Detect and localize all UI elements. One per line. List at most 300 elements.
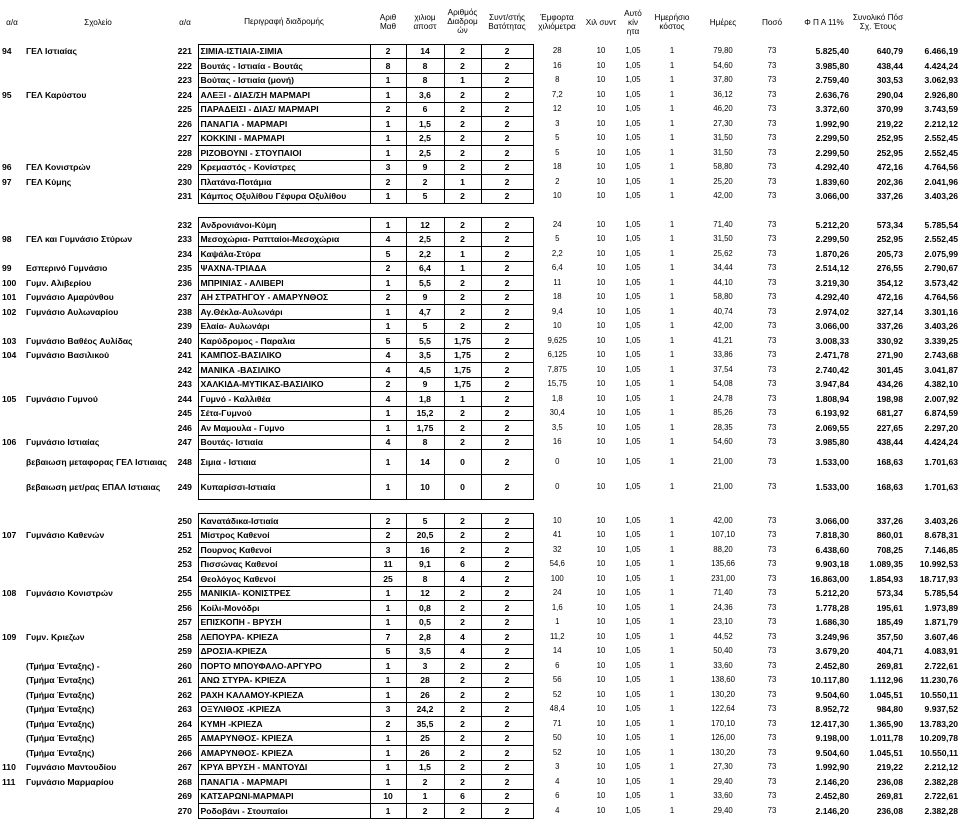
cell-car: 1 — [669, 306, 675, 316]
cell-route: Αγ.Θέκλα-Αυλωνάρι — [198, 305, 370, 320]
cell-loaded-km: 7,875 — [547, 364, 567, 374]
cell-amount: 1.686,30 — [815, 617, 849, 628]
cell-aa: 111 — [2, 776, 16, 787]
cell-routes: 2 — [444, 88, 481, 103]
cell-km-coefficient: 10 — [596, 306, 606, 316]
cell-students: 2 — [370, 514, 406, 529]
cell-school — [24, 557, 172, 572]
cell-route: Κυπαρίσσι-Ιστιαία — [198, 475, 370, 500]
cell-vat: 236,08 — [876, 776, 903, 787]
cell-amount: 2.471,78 — [815, 350, 849, 361]
cell-loaded-km: 12 — [552, 104, 562, 114]
cell-km-coefficient: 10 — [596, 379, 606, 389]
cell-loaded-km: 30,4 — [549, 408, 565, 418]
cell-daily-cost: 130,20 — [711, 747, 735, 757]
cell-route: Μεσοχώρια- Ραπταίοι-Μεσοχώρια — [198, 232, 370, 247]
cell-c1: 1,05 — [625, 248, 641, 258]
cell-vat: 219,22 — [876, 762, 903, 773]
cell-car: 1 — [669, 408, 675, 418]
cell-students: 2 — [370, 102, 406, 117]
cell-km: 20,5 — [406, 528, 444, 543]
cell-car: 1 — [669, 133, 675, 143]
cell-students: 3 — [370, 543, 406, 558]
cell-loaded-km: 71 — [552, 718, 562, 728]
cell-daily-cost: 21,00 — [713, 482, 733, 491]
cell-car: 1 — [669, 234, 675, 244]
cell-daily-cost: 42,00 — [713, 515, 733, 525]
cell-amount: 1.870,26 — [815, 248, 849, 259]
cell-school — [24, 73, 172, 88]
cell-amount: 4.292,40 — [815, 162, 849, 173]
cell-car: 1 — [669, 457, 675, 466]
cell-km: 3 — [406, 659, 444, 674]
cell-km: 3,6 — [406, 88, 444, 103]
table-row — [0, 146, 960, 161]
cell-school — [24, 117, 172, 132]
cell-amount: 1.533,00 — [815, 457, 849, 467]
cell-route: Κρεμαστός - Κονίστρες — [198, 160, 370, 175]
cell-amount: 1.992,90 — [815, 118, 849, 129]
cell-days: 73 — [767, 617, 777, 627]
cell-c1: 1,05 — [625, 733, 641, 743]
cell-days: 73 — [767, 321, 777, 331]
cell-students: 4 — [370, 232, 406, 247]
cell-school: ΓΕΛ Κύμης — [26, 176, 72, 187]
cell-total: 2.212,12 — [924, 762, 958, 773]
cell-car: 1 — [669, 191, 675, 201]
cell-coefficient: 2 — [481, 475, 533, 500]
cell-days: 73 — [767, 89, 777, 99]
cell-km-coefficient: 10 — [596, 321, 606, 331]
cell-routes: 2 — [444, 160, 481, 175]
cell-km-coefficient: 10 — [596, 660, 606, 670]
cell-route: Μίστρος Καθενοί — [198, 528, 370, 543]
cell-daily-cost: 231,00 — [711, 573, 735, 583]
cell-km: 4,7 — [406, 305, 444, 320]
cell-school — [24, 131, 172, 146]
cell-route: ΚΟΚΚΙΝΙ - ΜΑΡΜΑΡΙ — [198, 131, 370, 146]
cell-coefficient: 2 — [481, 601, 533, 616]
cell-amount: 1.778,28 — [815, 602, 849, 613]
cell-students: 2 — [370, 290, 406, 305]
table-row — [0, 406, 960, 421]
cell-km-coefficient: 10 — [596, 147, 606, 157]
cell-c1: 1,05 — [625, 118, 641, 128]
cell-amount: 2.299,50 — [815, 234, 849, 245]
cell-daily-cost: 42,00 — [713, 191, 733, 201]
cell-days: 73 — [767, 191, 777, 201]
cell-coefficient: 2 — [481, 131, 533, 146]
cell-school — [24, 189, 172, 204]
cell-total: 3.403,26 — [924, 515, 958, 526]
table-row — [0, 160, 960, 175]
cell-amount: 2.146,20 — [815, 805, 849, 816]
cell-amount: 6.193,92 — [815, 408, 849, 419]
cell-c1: 1,05 — [625, 277, 641, 287]
cell-loaded-km: 4 — [555, 805, 560, 815]
cell-total: 1.871,79 — [924, 617, 958, 628]
cell-vat: 1.011,78 — [870, 733, 903, 744]
cell-aa — [0, 615, 24, 630]
cell-c1: 1,05 — [625, 321, 641, 331]
cell-daily-cost: 33,60 — [713, 791, 733, 801]
cell-coefficient: 2 — [481, 319, 533, 334]
table-row — [0, 363, 960, 378]
cell-loaded-km: 2,2 — [551, 248, 563, 258]
cell-vat: 236,08 — [876, 805, 903, 816]
cell-loaded-km: 100 — [550, 573, 564, 583]
header-route-count: Αριθμός Διαδρομ ών — [447, 8, 478, 36]
cell-amount: 5.212,20 — [815, 219, 849, 230]
cell-school: Γυμνάσιο Ιστιαίας — [26, 437, 100, 448]
cell-car: 1 — [669, 393, 675, 403]
cell-coefficient: 2 — [481, 673, 533, 688]
cell-loaded-km: 5 — [555, 133, 560, 143]
cell-km: 5,5 — [406, 334, 444, 349]
cell-students: 4 — [370, 392, 406, 407]
cell-aa — [0, 659, 24, 674]
cell-car: 1 — [669, 60, 675, 70]
cell-daily-cost: 50,40 — [713, 646, 733, 656]
cell-coefficient: 2 — [481, 421, 533, 436]
cell-route: Αν Μαμουλα - Γυμνο — [198, 421, 370, 436]
cell-days: 73 — [767, 805, 777, 815]
cell-vat: 984,80 — [876, 704, 903, 715]
cell-car: 1 — [669, 631, 675, 641]
cell-loaded-km: 4 — [555, 776, 560, 786]
cell-aa — [0, 746, 24, 761]
cell-amount: 8.952,72 — [815, 704, 849, 715]
cell-amount: 2.299,50 — [815, 133, 849, 144]
table-row — [0, 218, 960, 233]
table-row — [0, 392, 960, 407]
cell-km-coefficient: 10 — [596, 689, 606, 699]
cell-route: Καψάλα-Στύρα — [198, 247, 370, 262]
cell-c1: 1,05 — [625, 675, 641, 685]
header-vat: Φ Π Α 11% — [804, 17, 844, 27]
cell-amount: 3.249,96 — [815, 631, 849, 642]
cell-amount: 1.533,00 — [815, 482, 849, 492]
cell-daily-cost: 27,30 — [713, 118, 733, 128]
cell-total: 2.926,80 — [924, 89, 958, 100]
cell-total: 8.678,31 — [924, 530, 958, 541]
cell-total: 5.785,54 — [924, 588, 958, 599]
table-row — [0, 746, 960, 761]
cell-school: Γυμνάσιο Βαθέος Αυλίδας — [26, 335, 133, 346]
cell-coefficient: 2 — [481, 276, 533, 291]
cell-c1: 1,05 — [625, 689, 641, 699]
cell-amount: 2.759,40 — [815, 75, 849, 86]
cell-daily-cost: 46,20 — [713, 104, 733, 114]
cell-daily-cost: 44,10 — [713, 277, 733, 287]
cell-route: ΜΠΡΙΝΙΑΣ - ΑΛΙΒΕΡΙ — [198, 276, 370, 291]
cell-car: 1 — [669, 89, 675, 99]
cell-coefficient: 2 — [481, 146, 533, 161]
cell-route-id: 261 — [177, 675, 192, 686]
cell-school: ΓΕΛ Κονιστρών — [26, 162, 91, 173]
cell-coefficient: 2 — [481, 659, 533, 674]
cell-school — [24, 59, 172, 74]
cell-routes: 2 — [444, 102, 481, 117]
cell-students: 2 — [370, 261, 406, 276]
cell-vat: 404,71 — [876, 646, 903, 657]
cell-aa — [0, 644, 24, 659]
cell-school — [24, 543, 172, 558]
cell-route-id: 231 — [177, 191, 192, 202]
cell-school: (Τμήμα Ένταξης) — [26, 733, 95, 744]
cell-total: 6.874,59 — [924, 408, 958, 419]
cell-km: 5 — [406, 319, 444, 334]
cell-km: 2,5 — [406, 146, 444, 161]
cell-c1: 1,05 — [625, 791, 641, 801]
cell-aa — [0, 102, 24, 117]
cell-c1: 1,05 — [625, 646, 641, 656]
cell-route-id: 222 — [177, 60, 192, 71]
cell-vat: 337,26 — [876, 321, 903, 332]
table-row — [0, 804, 960, 819]
cell-km: 5,5 — [406, 276, 444, 291]
cell-loaded-km: 18 — [552, 292, 562, 302]
cell-route-id: 243 — [177, 379, 192, 390]
cell-route-id: 237 — [177, 292, 192, 303]
cell-vat: 269,81 — [876, 791, 903, 802]
cell-route-id: 223 — [177, 75, 192, 86]
cell-car: 1 — [669, 791, 675, 801]
cell-total: 9.937,52 — [924, 704, 958, 715]
cell-km: 2,2 — [406, 247, 444, 262]
cell-total: 10.550,11 — [920, 747, 958, 758]
cell-days: 73 — [767, 762, 777, 772]
cell-total: 10.209,78 — [919, 733, 958, 744]
header-loaded-km: Έμφορτα χιλιόμετρα — [538, 13, 576, 31]
cell-students: 2 — [370, 377, 406, 392]
cell-aa — [0, 673, 24, 688]
cell-total: 11.230,76 — [920, 675, 958, 686]
cell-aa — [0, 377, 24, 392]
cell-daily-cost: 31,50 — [713, 234, 733, 244]
cell-amount: 10.117,80 — [811, 675, 849, 686]
cell-aa — [0, 475, 24, 500]
cell-route: ΟΞΥΛΙΘΟΣ -ΚΡΙΕΖΑ — [198, 702, 370, 717]
cell-days: 73 — [767, 704, 777, 714]
cell-routes: 2 — [444, 775, 481, 790]
cell-vat: 354,12 — [876, 277, 903, 288]
cell-days: 73 — [767, 133, 777, 143]
cell-loaded-km: 6 — [555, 791, 560, 801]
cell-route-id: 249 — [177, 482, 192, 492]
cell-school: (Τμήμα Ένταξης) — [26, 747, 95, 758]
cell-route-id: 233 — [177, 234, 192, 245]
cell-route-id: 240 — [177, 335, 192, 346]
cell-car: 1 — [669, 118, 675, 128]
cell-km-coefficient: 10 — [596, 118, 606, 128]
cell-routes: 2 — [444, 760, 481, 775]
cell-km: 26 — [406, 688, 444, 703]
cell-c1: 1,05 — [625, 747, 641, 757]
cell-days: 73 — [767, 118, 777, 128]
cell-amount: 16.863,00 — [810, 573, 849, 584]
cell-coefficient: 2 — [481, 630, 533, 645]
cell-aa: 106 — [2, 437, 17, 448]
cell-km: 5 — [406, 189, 444, 204]
cell-amount: 12.417,30 — [810, 718, 849, 729]
cell-route-id: 255 — [177, 588, 192, 599]
cell-amount: 9.504,60 — [815, 689, 849, 700]
cell-amount: 2.514,12 — [815, 263, 849, 274]
cell-coefficient: 2 — [481, 450, 533, 475]
cell-coefficient: 2 — [481, 435, 533, 450]
cell-vat: 1.365,90 — [869, 718, 903, 729]
table-row — [0, 475, 960, 500]
header-days: Ημέρες — [709, 17, 737, 27]
cell-routes: 1 — [444, 175, 481, 190]
cell-vat: 1.854,93 — [869, 573, 903, 584]
cell-route: ΡΑΧΗ ΚΑΛΑΜΟΥ-ΚΡΙΕΖΑ — [198, 688, 370, 703]
cell-c1: 1,05 — [625, 422, 641, 432]
cell-school: (Τμήμα Ένταξης) — [26, 718, 95, 729]
cell-days: 73 — [767, 104, 777, 114]
cell-vat: 573,34 — [876, 588, 903, 599]
cell-vat: 219,22 — [876, 118, 903, 129]
cell-aa: 105 — [2, 393, 17, 404]
cell-total: 4.764,56 — [924, 292, 958, 303]
cell-km-coefficient: 10 — [596, 422, 606, 432]
cell-total: 7.146,85 — [924, 544, 958, 555]
cell-route-id: 252 — [177, 544, 192, 555]
cell-students: 8 — [370, 59, 406, 74]
cell-km-coefficient: 10 — [596, 733, 606, 743]
cell-routes: 2 — [444, 305, 481, 320]
cell-coefficient: 2 — [481, 377, 533, 392]
cell-students: 1 — [370, 117, 406, 132]
cell-total: 2.552,45 — [924, 133, 958, 144]
cell-total: 2.297,20 — [924, 422, 958, 433]
cell-aa — [0, 406, 24, 421]
cell-loaded-km: 50 — [552, 733, 562, 743]
cell-car: 1 — [669, 379, 675, 389]
cell-students: 4 — [370, 435, 406, 450]
cell-aa: 96 — [2, 162, 12, 173]
cell-km: 2,5 — [406, 232, 444, 247]
table-row — [0, 731, 960, 746]
cell-days: 73 — [767, 747, 777, 757]
cell-amount: 9.504,60 — [815, 747, 849, 758]
cell-route-id: 257 — [177, 617, 192, 628]
cell-km-coefficient: 10 — [596, 530, 606, 540]
cell-routes: 2 — [444, 528, 481, 543]
cell-school — [24, 572, 172, 587]
cell-routes: 4 — [444, 572, 481, 587]
cell-route-id: 242 — [177, 364, 192, 375]
cell-daily-cost: 24,36 — [713, 602, 733, 612]
cell-car: 1 — [669, 335, 675, 345]
cell-school: Γυμνάσιο Κονιστρών — [26, 588, 113, 599]
table-row — [0, 131, 960, 146]
cell-loaded-km: 3 — [555, 762, 560, 772]
table-row — [0, 630, 960, 645]
cell-daily-cost: 88,20 — [713, 544, 733, 554]
table-row — [0, 189, 960, 204]
cell-route: Ροδοβάνι - Στουπαίοι — [198, 804, 370, 819]
cell-total: 3.339,25 — [924, 335, 958, 346]
cell-routes: 2 — [444, 319, 481, 334]
cell-amount: 2.299,50 — [815, 147, 849, 158]
cell-amount: 3.008,33 — [815, 335, 849, 346]
cell-days: 73 — [767, 335, 777, 345]
cell-days: 73 — [767, 689, 777, 699]
cell-days: 73 — [767, 422, 777, 432]
cell-school: (Τμήμα Ένταξης) — [26, 704, 95, 715]
cell-aa: 95 — [2, 89, 12, 100]
cell-loaded-km: 9,625 — [547, 335, 567, 345]
cell-total: 3.301,16 — [924, 306, 958, 317]
cell-route: ΛΕΠΟΥΡΑ- ΚΡΙΕΖΑ — [198, 630, 370, 645]
cell-c1: 1,05 — [625, 776, 641, 786]
cell-aa — [0, 514, 24, 529]
cell-car: 1 — [669, 747, 675, 757]
cell-amount: 7.818,30 — [815, 530, 849, 541]
cell-km-coefficient: 10 — [596, 393, 606, 403]
cell-km-coefficient: 10 — [596, 263, 606, 273]
cell-school — [24, 406, 172, 421]
cell-days: 73 — [767, 718, 777, 728]
cell-car: 1 — [669, 515, 675, 525]
cell-km: 0,8 — [406, 601, 444, 616]
cell-school: (Τμήμα Ένταξης) — [26, 675, 95, 686]
table-row — [0, 175, 960, 190]
cell-aa — [0, 450, 24, 475]
cell-coefficient: 2 — [481, 59, 533, 74]
cell-coefficient: 2 — [481, 760, 533, 775]
cell-students: 1 — [370, 586, 406, 601]
cell-total: 4.764,56 — [924, 162, 958, 173]
cell-car: 1 — [669, 704, 675, 714]
cell-loaded-km: 9,4 — [551, 306, 563, 316]
cell-school — [24, 102, 172, 117]
cell-loaded-km: 3,5 — [551, 422, 563, 432]
cell-daily-cost: 71,40 — [713, 219, 733, 229]
cell-car: 1 — [669, 530, 675, 540]
cell-route-id: 267 — [177, 762, 192, 773]
cell-car: 1 — [669, 147, 675, 157]
cell-km: 26 — [406, 746, 444, 761]
cell-days: 73 — [767, 675, 777, 685]
cell-days: 73 — [767, 530, 777, 540]
cell-loaded-km: 16 — [552, 437, 562, 447]
cell-car: 1 — [669, 162, 675, 172]
cell-aa — [0, 59, 24, 74]
cell-route-id: 250 — [177, 515, 192, 526]
cell-daily-cost: 25,62 — [713, 248, 733, 258]
cell-amount: 2.452,80 — [815, 791, 849, 802]
cell-daily-cost: 41,21 — [713, 335, 733, 345]
cell-km: 12 — [406, 218, 444, 233]
table-row — [0, 688, 960, 703]
cell-aa: 100 — [2, 277, 17, 288]
cell-students: 1 — [370, 746, 406, 761]
cell-km-coefficient: 10 — [596, 704, 606, 714]
cell-days: 73 — [767, 379, 777, 389]
table-row — [0, 450, 960, 475]
cell-aa: 108 — [2, 588, 17, 599]
table-row — [0, 543, 960, 558]
cell-total: 2.041,96 — [924, 176, 958, 187]
blank-cell — [0, 500, 960, 514]
cell-aa: 109 — [2, 631, 17, 642]
header-coefficient: Συντ/στής Βατότητας — [488, 12, 526, 31]
cell-km: 2,5 — [406, 131, 444, 146]
cell-days: 73 — [767, 60, 777, 70]
